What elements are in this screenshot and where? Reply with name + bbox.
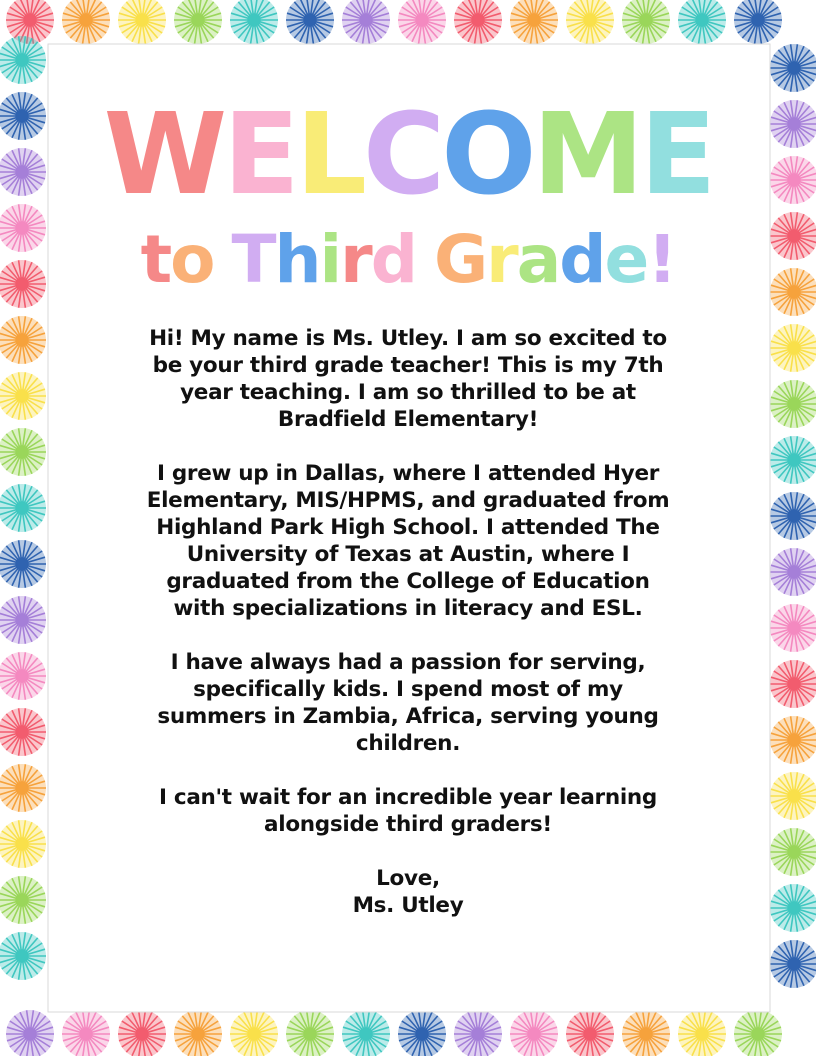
pompom-icon: [286, 1010, 334, 1056]
pompom-icon: [230, 0, 278, 44]
signature: Ms. Utley: [352, 893, 464, 918]
pompom-icon: [770, 212, 816, 260]
subtitle-letter: t: [140, 221, 171, 298]
letter-content: [100, 90, 716, 919]
pompom-icon: [770, 436, 816, 484]
pompom-icon: [0, 484, 46, 532]
pompom-icon: [0, 708, 46, 756]
subtitle-letter: d: [559, 221, 605, 298]
pompom-icon: [622, 0, 670, 44]
pompom-icon: [0, 260, 46, 308]
grade-subtitle: [100, 223, 716, 301]
pompom-icon: [0, 652, 46, 700]
welcome-title: [100, 90, 716, 220]
pompom-icon: [174, 1010, 222, 1056]
pompom-icon: [678, 1010, 726, 1056]
pompom-icon: [118, 1010, 166, 1056]
pompom-icon: [62, 0, 110, 44]
pompom-icon: [342, 1010, 390, 1056]
pompom-icon: [770, 156, 816, 204]
pompom-icon: [398, 0, 446, 44]
paragraph-closing: I can't wait for an incredible year learning alongside third graders!: [158, 785, 658, 837]
subtitle-letter: d: [370, 221, 416, 298]
subtitle-letter: [416, 223, 434, 297]
pompom-icon: [398, 1010, 446, 1056]
pompom-icon: [770, 380, 816, 428]
pompom-icon: [770, 716, 816, 764]
pompom-icon: [174, 0, 222, 44]
subtitle-letter: h: [274, 221, 320, 298]
welcome-letter: M: [532, 90, 640, 220]
pompom-icon: [0, 372, 46, 420]
pompom-icon: [510, 0, 558, 44]
pompom-icon: [0, 876, 46, 924]
welcome-letter: L: [295, 90, 364, 220]
pompom-icon: [770, 44, 816, 92]
welcome-letter: O: [441, 90, 533, 220]
pompom-icon: [770, 828, 816, 876]
pompom-icon: [0, 820, 46, 868]
pompom-icon: [0, 36, 46, 84]
pompom-icon: [770, 884, 816, 932]
pompom-icon: [734, 0, 782, 44]
pompom-icon: [6, 1010, 54, 1056]
pompom-icon: [454, 1010, 502, 1056]
pompom-icon: [230, 1010, 278, 1056]
paragraph-passion: I have always had a passion for serving, specifically kids. I spend most of my summers in Zambia, Africa, serving young children.: [157, 650, 659, 756]
pompom-icon: [0, 92, 46, 140]
pompom-icon: [770, 772, 816, 820]
pompom-icon: [770, 324, 816, 372]
pompom-icon: [622, 1010, 670, 1056]
pompom-icon: [342, 0, 390, 44]
pompom-icon: [0, 596, 46, 644]
pompom-icon: [770, 548, 816, 596]
subtitle-letter: e: [604, 221, 648, 298]
pompom-icon: [454, 0, 502, 44]
subtitle-letter: r: [486, 221, 517, 298]
closing-salutation: Love,: [376, 866, 440, 891]
subtitle-letter: o: [170, 221, 214, 298]
pompom-icon: [0, 148, 46, 196]
pompom-icon: [734, 1010, 782, 1056]
pompom-icon: [0, 204, 46, 252]
pompom-icon: [770, 660, 816, 708]
pompom-icon: [566, 1010, 614, 1056]
pompom-icon: [770, 940, 816, 988]
paragraph-background: I grew up in Dallas, where I attended Hyer Elementary, MIS/HPMS, and graduated from Highland Park High School. I attended The University of Texas at Austin, where I graduated from the College of Education with specializations in literacy and ESL.: [146, 461, 670, 621]
pompom-icon: [566, 0, 614, 44]
subtitle-letter: i: [319, 221, 341, 298]
pompom-icon: [678, 0, 726, 44]
subtitle-letter: G: [433, 221, 487, 298]
pompom-icon: [0, 540, 46, 588]
welcome-letter: C: [363, 90, 442, 220]
subtitle-letter: r: [340, 221, 371, 298]
subtitle-letter: a: [516, 221, 560, 298]
pompom-icon: [118, 0, 166, 44]
welcome-letter: W: [103, 90, 224, 220]
subtitle-letter: !: [647, 221, 676, 298]
pompom-icon: [770, 100, 816, 148]
pompom-icon: [0, 932, 46, 980]
welcome-letter: E: [639, 90, 713, 220]
pompom-icon: [0, 764, 46, 812]
letter-body: [100, 325, 716, 919]
pompom-icon: [62, 1010, 110, 1056]
pompom-icon: [770, 492, 816, 540]
pompom-icon: [510, 1010, 558, 1056]
pompom-icon: [770, 268, 816, 316]
pompom-icon: [0, 316, 46, 364]
pompom-icon: [286, 0, 334, 44]
pompom-icon: [770, 604, 816, 652]
pompom-icon: [0, 428, 46, 476]
subtitle-letter: [214, 223, 232, 297]
subtitle-letter: T: [231, 221, 275, 298]
paragraph-intro: Hi! My name is Ms. Utley. I am so excited to be your third grade teacher! This is my 7th year teaching. I am so thrilled to be at Bradfield Elementary!: [149, 326, 667, 432]
welcome-letter: E: [223, 90, 296, 220]
